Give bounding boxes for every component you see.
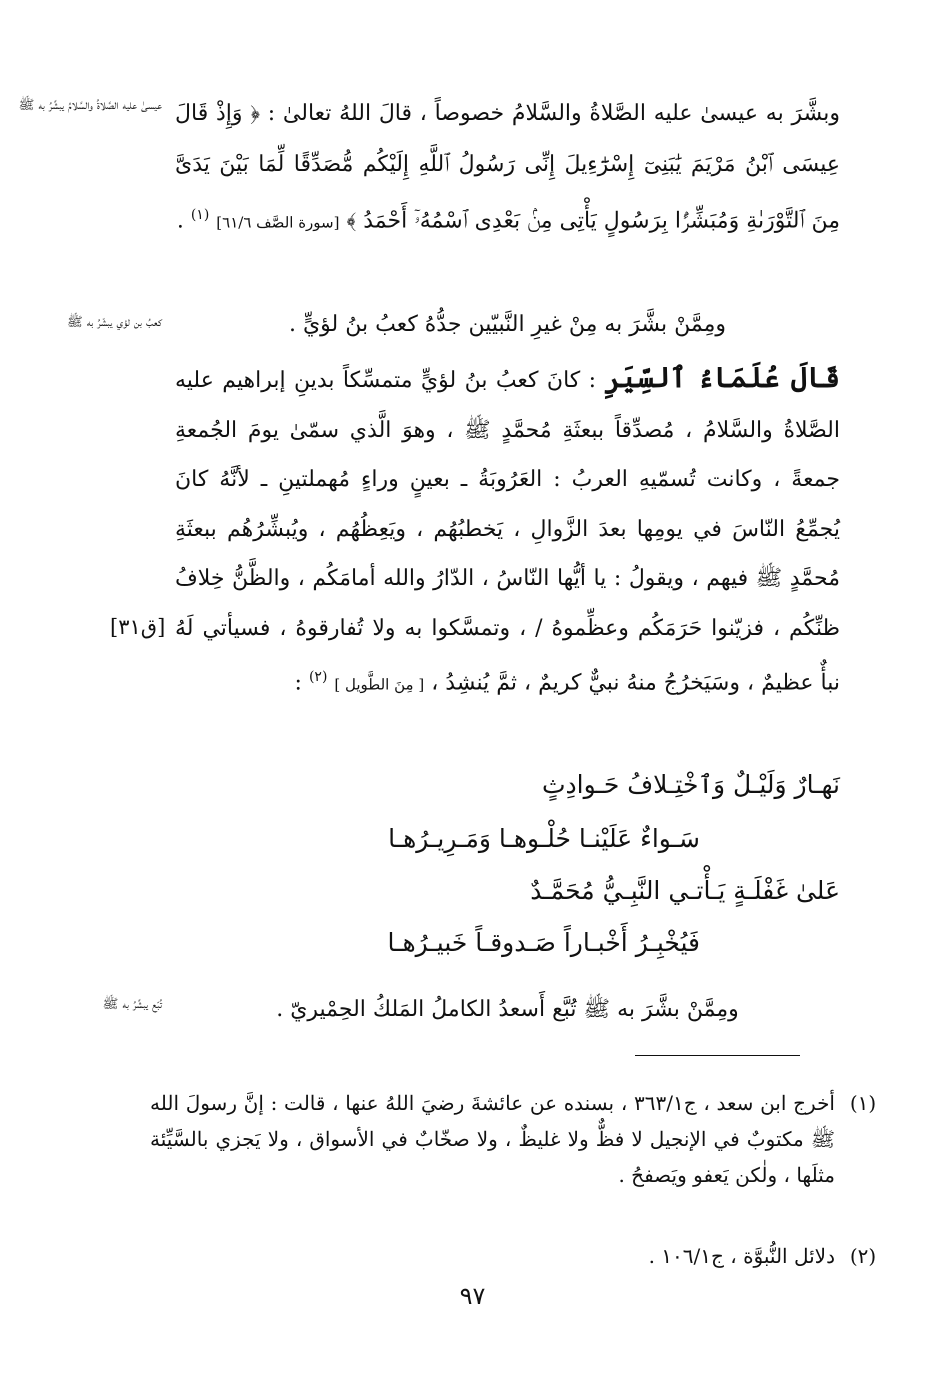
poem-meter: [ مِنَ الطَّويل ] — [334, 675, 425, 694]
poem-line-4: فَيُخْبِـرُ أَخْبـاراً صَـدوقـاً خَبيـرُهـا — [387, 928, 700, 957]
paragraph-kaab-text: : كانَ كعبُ بنُ لؤيٍّ متمسِّكاً بدينِ إبراهيم عليه الصَّلاةُ والسَّلامُ ، مُصدِّقاً ببعثَةِ مُحمَّدٍ ﷺ ، وهوَ الَّذي سمّىٰ يومَ الجُمعةِ جمعةً ، وكانت تُسمّيهِ العربُ : العَرُوبَةُ ـ بعينٍ وراءٍ مُهملتينِ ـ لأنَّهُ كانَ يُجمِّعُ النّاسَ في يومِها بعدَ الزَّوالِ ، يَخطبُهُم ، ويَعِظُهُم ، ويُبشِّرُهُم ببعثَةِ مُحمَّدٍ ﷺ فيهم ، ويقولُ : يا أيُّها النّاسُ ، الدّارُ والله أمامَكُم ، والظَّنُّ خِلافُ ظنِّكُم ، فزيّنوا حَرَمَكُم وعظِّموهُ / ، وتمسَّكوا به ولا تُفارقوهُ ، فسيأتي لَهُ نبأٌ عظيمٌ ، وسَيَخرُجُ منهُ نبيٌّ كريمٌ ، ثمَّ يُنشِدُ ، — [175, 368, 841, 696]
section-heading: قَالَ عُلَمَاءُ ٱلسِّيَرِ — [604, 361, 840, 394]
poem-line-2: سَـواءٌ عَلَيْنـا حُلْـوهـا وَمَـرِيـرُهـا — [388, 824, 700, 853]
poem-line-1: نَهـارٌ وَلَيْـلٌ وَٱخْتِـلافُ حَـوادِثٍ — [541, 770, 840, 799]
footnote-1-text: أخرج ابن سعد ، ج٣٦٣/١ ، بسنده عن عائشةَ رضيَ اللهُ عنها ، قالت : إنَّ رسولَ الله ﷺ مكتوبٌ في الإنجيل لا فظٌّ ولا غليظٌ ، ولا صخّابٌ في الأسواق ، ولا يَجزي بالسَّيِّئة مثلَها ، ولٰكن يَعفو ويَصفحُ . — [150, 1091, 835, 1187]
footnote-2 — [150, 1238, 877, 1274]
paragraph-kaab — [175, 353, 840, 710]
footnote-1-number: (١) — [849, 1091, 877, 1115]
margin-note-tubba: تُبّع يبشِّرُ به ﷺ — [102, 997, 162, 1012]
page-number: ٩٧ — [459, 1282, 486, 1310]
footnote-separator — [635, 1055, 800, 1056]
footnote-ref-2[interactable]: (٢) — [308, 669, 328, 685]
quran-citation: [سورة الصَّف ٦١/٦] — [216, 213, 340, 232]
paragraph-kaab-intro: ومِمَّنْ بشَّرَ به مِنْ غيرِ النَّبيّين جدُّهُ كعبُ بنُ لؤيٍّ . — [288, 312, 727, 337]
paragraph-tubba: ومِمَّنْ بشَّرَ به ﷺ تُبَّع أَسعدُ الكاملُ المَلكُ الحِمْيريّ . — [276, 997, 739, 1022]
paragraph-kaab-end: : — [294, 670, 302, 696]
footnote-ref-1[interactable]: (١) — [190, 207, 210, 223]
poem-line-3: عَلىٰ غَفْلَـةٍ يَـأْتـي النَّبِـيُّ مُحَمَّـدٌ — [530, 876, 840, 905]
margin-note-isa: عيسىٰ عليه الصَّلاةُ والسَّلامُ يبشِّرُ به ﷺ — [18, 98, 162, 113]
footnote-2-text: دلائل النُّبوَّة ، ج١٠٦/١ . — [648, 1244, 835, 1268]
margin-note-kaab: كعبُ بن لؤي يبشّرُ به ﷺ — [67, 315, 162, 330]
paragraph-isa-end: . — [176, 208, 184, 234]
manuscript-folio-marker: [ق٣١] — [110, 615, 166, 639]
paragraph-isa-text: وبشَّرَ به عيسىٰ عليه الصَّلاةُ والسَّلامُ خصوصاً ، قالَ اللهُ تعالىٰ : ﴿ وَإِذْ قَالَ عِيسَى ٱبْنُ مَرْيَمَ يَٰبَنِىٓ إِسْرَٰٓءِيلَ إِنِّى رَسُولُ ٱللَّهِ إِلَيْكُم مُّصَدِّقًا لِّمَا بَيْنَ يَدَىَّ مِنَ ٱلتَّوْرَىٰةِ وَمُبَشِّرًۢا بِرَسُولٍ يَأْتِى مِنۢ بَعْدِى ٱسْمُهُۥٓ أَحْمَدُ ﴾ — [175, 101, 840, 234]
footnote-1 — [150, 1085, 877, 1193]
footnote-2-number: (٢) — [849, 1244, 877, 1268]
paragraph-isa — [175, 88, 840, 248]
